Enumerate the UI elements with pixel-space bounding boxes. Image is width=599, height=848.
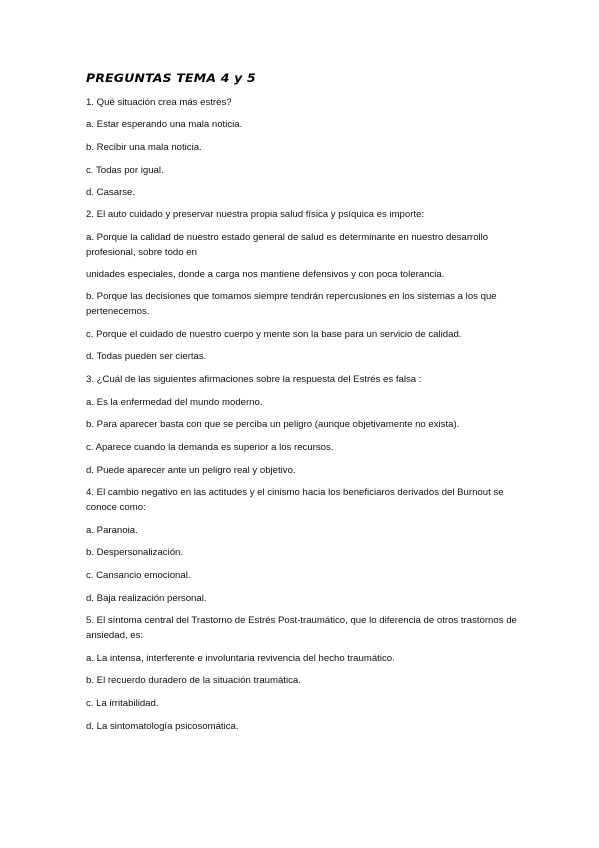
question-1-option-c: c. Todas por igual.	[86, 165, 164, 176]
question-1-option-b: b. Recibir una mala noticia.	[86, 142, 202, 153]
question-1-option-a: a. Estar esperando una mala noticia.	[86, 119, 243, 130]
question-5-option-a: a. La intensa, interferente e involuntaria revivencia del hecho traumático.	[86, 653, 395, 664]
page-title: PREGUNTAS TEMA 4 y 5	[86, 71, 256, 85]
question-3: 3. ¿Cuál de las siguientes afirmaciones sobre la respuesta del Estrés es falsa :	[86, 374, 422, 385]
question-4-option-a: a. Paranoia.	[86, 525, 138, 536]
question-2-option-b: b. Porque las decisiones que tomamos siempre tendrán repercusiones en los sistemas a los que pertenecemos.	[86, 291, 497, 317]
question-5-option-b: b. El recuerdo duradero de la situación traumática.	[86, 675, 301, 686]
question-3-option-c: c. Aparece cuando la demanda es superior a los recursos.	[86, 442, 334, 453]
question-2: 2. El auto cuidado y preservar nuestra propia salud física y psíquica es importe:	[86, 209, 425, 220]
question-3-option-b: b. Para aparecer basta con que se perciba un peligro (aunque objetivamente no exista).	[86, 419, 460, 430]
question-5: 5. El síntoma central del Trastorno de Estrés Post-traumático, que lo diferencia de otros trastornos de ansiedad, es:	[86, 615, 517, 641]
question-5-option-d: d. La sintomatología psicosomática.	[86, 721, 239, 732]
question-2-option-a-continued: unidades especiales, donde a carga nos mantiene defensivos y con poca tolerancia.	[86, 269, 445, 280]
question-2-option-c: c. Porque el cuidado de nuestro cuerpo y mente son la base para un servicio de calidad.	[86, 329, 462, 340]
question-5-option-c: c. La irritabilidad.	[86, 698, 159, 709]
question-3-option-d: d. Puede aparecer ante un peligro real y objetivo.	[86, 465, 296, 476]
question-3-option-a: a. Es la enfermedad del mundo moderno.	[86, 397, 263, 408]
question-4: 4. El cambio negativo en las actitudes y el cinismo hacia los beneficiaros derivados del Burnout se conoce como:	[86, 487, 504, 513]
question-4-option-d: d. Baja realización personal.	[86, 593, 207, 604]
question-4-option-c: c. Cansancio emocional.	[86, 570, 191, 581]
question-2-option-a: a. Porque la calidad de nuestro estado general de salud es determinante en nuestro desarrollo profesional, sobre todo en	[86, 232, 489, 258]
question-1-option-d: d. Casarse.	[86, 187, 136, 198]
question-2-option-d: d. Todas pueden ser ciertas.	[86, 351, 207, 362]
question-4-option-b: b. Despersonalización.	[86, 547, 184, 558]
question-1: 1. Qué situación crea más estrés?	[86, 97, 232, 108]
